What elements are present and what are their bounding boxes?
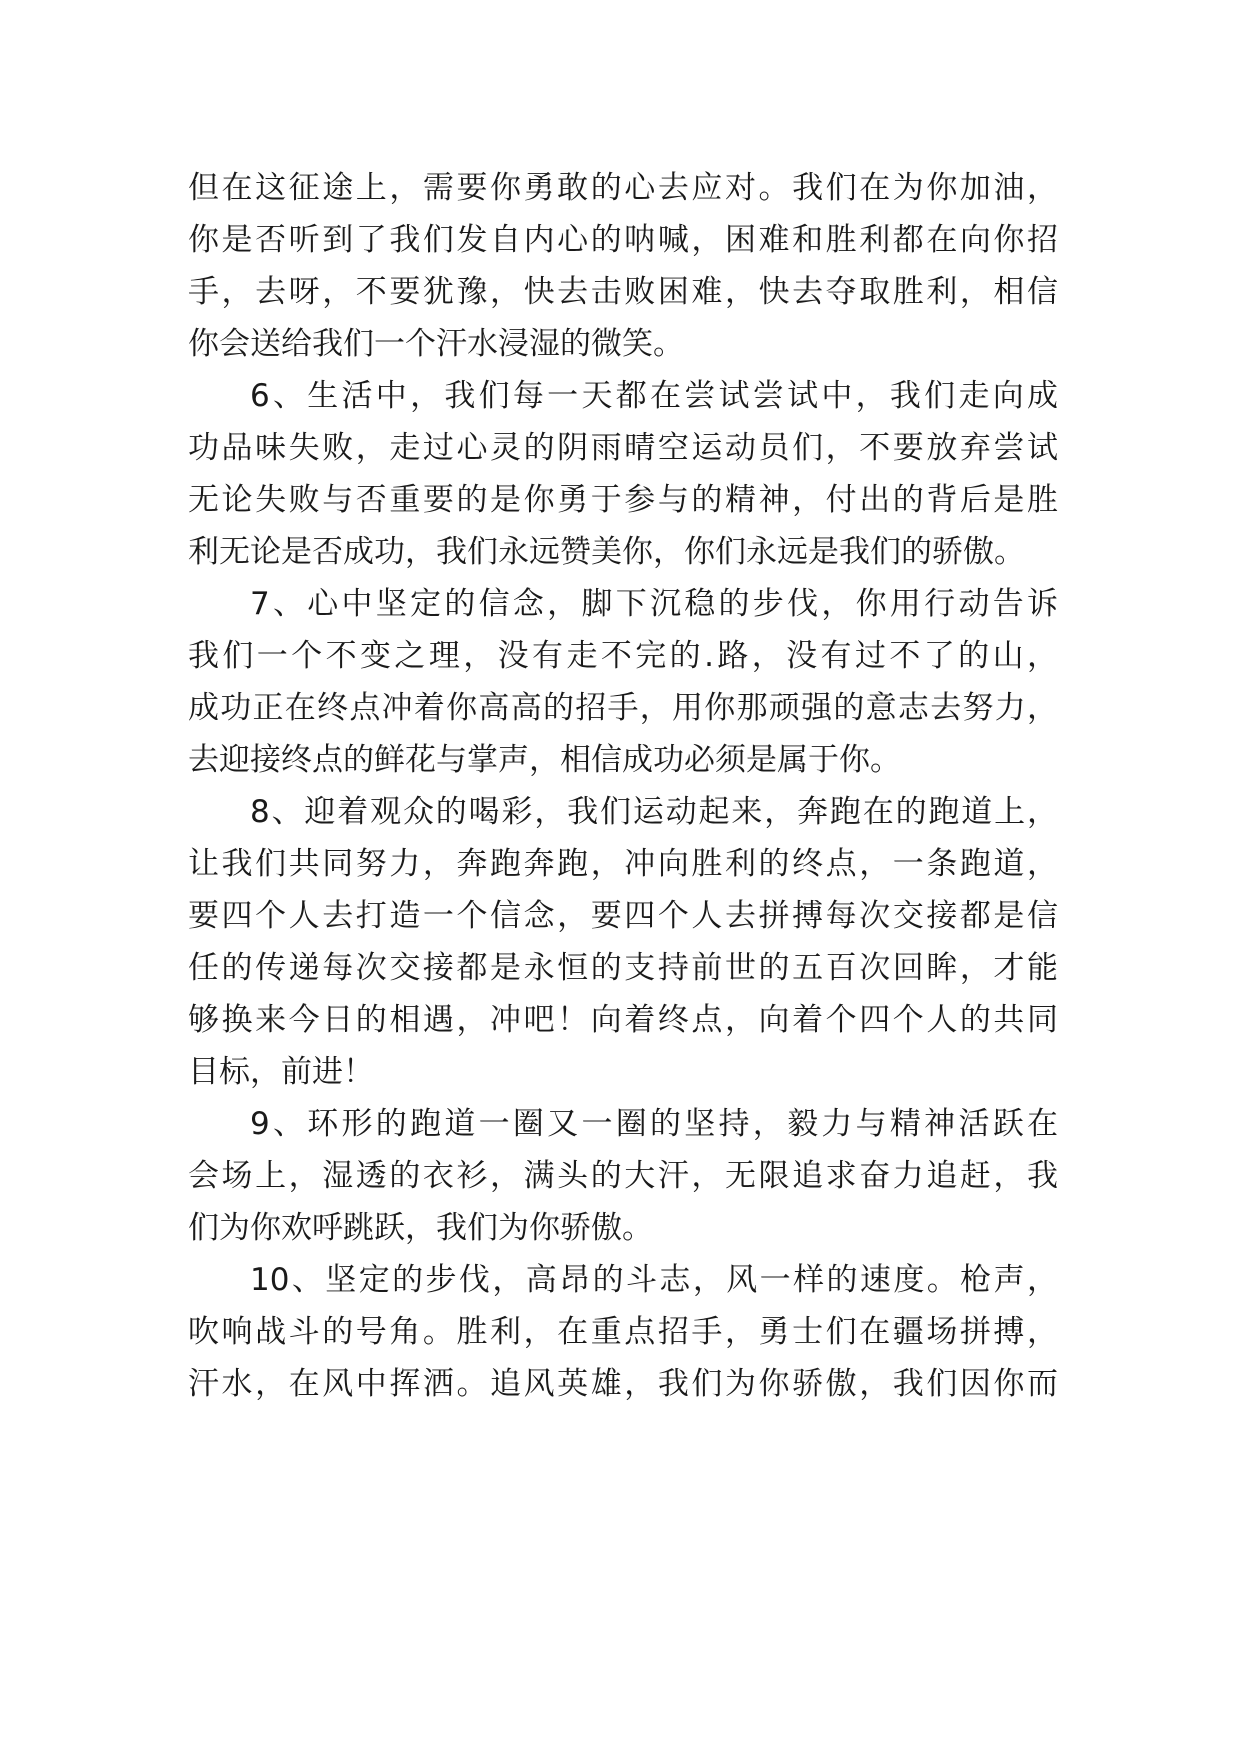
text-line: 无论失败与否重要的是你勇于参与的精神，付出的背后是胜 <box>188 482 1058 518</box>
text-line: 利无论是否成功，我们永远赞美你，你们永远是我们的骄傲。 <box>188 534 1025 570</box>
text-line: 去迎接终点的鲜花与掌声，相信成功必须是属于你。 <box>188 742 901 778</box>
text-line: 手，去呀，不要犹豫，快去击败困难，快去夺取胜利，相信 <box>188 274 1058 310</box>
paragraph-10-first-line: 10、坚定的步伐，高昂的斗志，风一样的速度。枪声， <box>250 1262 1058 1298</box>
text-line: 但在这征途上，需要你勇敢的心去应对。我们在为你加油， <box>188 170 1058 206</box>
text-line: 你会送给我们一个汗水浸湿的微笑。 <box>188 326 684 362</box>
text-line: 目标，前进！ <box>188 1054 374 1090</box>
text-line: 成功正在终点冲着你高高的招手，用你那顽强的意志去努力， <box>188 690 1058 726</box>
text-line: 够换来今日的相遇，冲吧！向着终点，向着个四个人的共同 <box>188 1002 1058 1038</box>
text-line: 会场上，湿透的衣衫，满头的大汗，无限追求奋力追赶，我 <box>188 1158 1058 1194</box>
text-line: 吹响战斗的号角。胜利，在重点招手，勇士们在疆场拼搏， <box>188 1314 1058 1350</box>
text-line: 汗水，在风中挥洒。追风英雄，我们为你骄傲，我们因你而 <box>188 1366 1058 1402</box>
text-line: 任的传递每次交接都是永恒的支持前世的五百次回眸，才能 <box>188 950 1058 986</box>
text-line: 你是否听到了我们发自内心的呐喊，困难和胜利都在向你招 <box>188 222 1058 258</box>
text-line: 我们一个不变之理，没有走不完的.路，没有过不了的山， <box>188 638 1058 674</box>
text-line: 要四个人去打造一个信念，要四个人去拼搏每次交接都是信 <box>188 898 1058 934</box>
paragraph-9-first-line: 9、环形的跑道一圈又一圈的坚持，毅力与精神活跃在 <box>250 1106 1058 1142</box>
paragraph-8-first-line: 8、迎着观众的喝彩，我们运动起来，奔跑在的跑道上， <box>250 794 1058 830</box>
paragraph-6-first-line: 6、生活中，我们每一天都在尝试尝试中，我们走向成 <box>250 378 1058 414</box>
paragraph-7-first-line: 7、心中坚定的信念，脚下沉稳的步伐，你用行动告诉 <box>250 586 1058 622</box>
text-line: 让我们共同努力，奔跑奔跑，冲向胜利的终点，一条跑道， <box>188 846 1058 882</box>
document-body <box>188 162 1058 1410</box>
text-line: 们为你欢呼跳跃，我们为你骄傲。 <box>188 1210 653 1246</box>
text-line: 功品味失败，走过心灵的阴雨晴空运动员们，不要放弃尝试 <box>188 430 1058 466</box>
